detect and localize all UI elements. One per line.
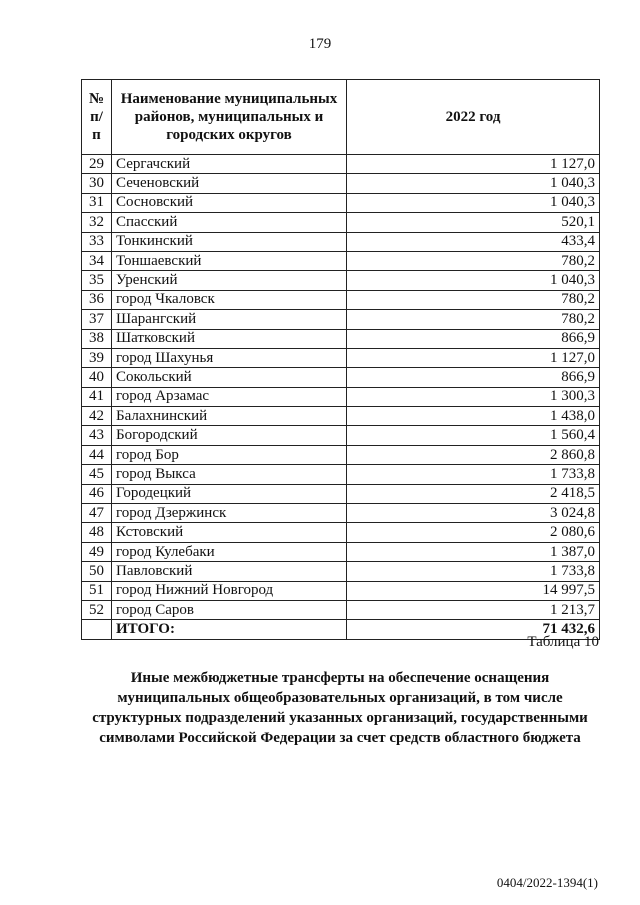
row-number: 51 xyxy=(82,581,112,600)
row-name: Кстовский xyxy=(112,523,347,542)
row-value: 1 733,8 xyxy=(347,465,600,484)
table-row xyxy=(82,426,600,445)
row-number: 30 xyxy=(82,174,112,193)
row-name: город Нижний Новгород xyxy=(112,581,347,600)
table-row xyxy=(82,290,600,309)
table-row xyxy=(82,348,600,367)
page-number: 179 xyxy=(308,36,332,52)
row-name: Спасский xyxy=(112,213,347,232)
row-number: 52 xyxy=(82,600,112,619)
row-value: 866,9 xyxy=(347,329,600,348)
row-number: 49 xyxy=(82,542,112,561)
row-number: 45 xyxy=(82,465,112,484)
row-name: Балахнинский xyxy=(112,407,347,426)
row-number: 37 xyxy=(82,310,112,329)
row-number: 35 xyxy=(82,271,112,290)
table-row xyxy=(82,445,600,464)
row-number: 41 xyxy=(82,387,112,406)
row-number: 32 xyxy=(82,213,112,232)
row-name: Сокольский xyxy=(112,368,347,387)
row-name: город Бор xyxy=(112,445,347,464)
table-row xyxy=(82,581,600,600)
table-row xyxy=(82,542,600,561)
row-value: 2 860,8 xyxy=(347,445,600,464)
row-name: Сосновский xyxy=(112,193,347,212)
row-number: 50 xyxy=(82,562,112,581)
header-year: 2022 год xyxy=(347,80,600,155)
row-value: 1 213,7 xyxy=(347,600,600,619)
row-value: 780,2 xyxy=(347,290,600,309)
row-name: Богородский xyxy=(112,426,347,445)
row-name: Павловский xyxy=(112,562,347,581)
table-row xyxy=(82,407,600,426)
row-value: 520,1 xyxy=(347,213,600,232)
row-value: 1 387,0 xyxy=(347,542,600,561)
table-row xyxy=(82,232,600,251)
row-name: Уренский xyxy=(112,271,347,290)
row-name: город Дзержинск xyxy=(112,504,347,523)
row-number: 29 xyxy=(82,155,112,174)
row-name: город Выкса xyxy=(112,465,347,484)
table-row xyxy=(82,213,600,232)
row-name: Шатковский xyxy=(112,329,347,348)
header-name: Наименование муниципальных районов, муниципальных и городских округов xyxy=(112,80,347,155)
section-title: Иные межбюджетные трансферты на обеспечение оснащения муниципальных общеобразовательных организаций, в том числе структурных подразделений указанных организаций, государственными символами Российской Федерации за счет средств областного бюджета xyxy=(92,670,588,746)
row-value: 2 080,6 xyxy=(347,523,600,542)
row-value: 433,4 xyxy=(347,232,600,251)
row-value: 1 300,3 xyxy=(347,387,600,406)
row-value: 1 733,8 xyxy=(347,562,600,581)
document-code: 0404/2022-1394(1) xyxy=(496,875,598,890)
row-value: 1 438,0 xyxy=(347,407,600,426)
row-number: 44 xyxy=(82,445,112,464)
row-value: 2 418,5 xyxy=(347,484,600,503)
table-row xyxy=(82,155,600,174)
total-value: 71 432,6 xyxy=(347,620,600,639)
table-row xyxy=(82,504,600,523)
table-row xyxy=(82,251,600,270)
row-number: 39 xyxy=(82,348,112,367)
row-number: 38 xyxy=(82,329,112,348)
row-value: 1 040,3 xyxy=(347,193,600,212)
row-name: город Кулебаки xyxy=(112,542,347,561)
row-number: 31 xyxy=(82,193,112,212)
row-name: Городецкий xyxy=(112,484,347,503)
row-value: 1 040,3 xyxy=(347,271,600,290)
table-row xyxy=(82,523,600,542)
total-num-cell xyxy=(82,620,112,639)
row-value: 1 040,3 xyxy=(347,174,600,193)
table-row xyxy=(82,329,600,348)
row-name: Сеченовский xyxy=(112,174,347,193)
row-name: город Саров xyxy=(112,600,347,619)
row-number: 42 xyxy=(82,407,112,426)
row-value: 14 997,5 xyxy=(347,581,600,600)
table-row xyxy=(82,368,600,387)
table-row xyxy=(82,600,600,619)
row-name: Сергачский xyxy=(112,155,347,174)
total-row xyxy=(82,620,600,639)
row-number: 46 xyxy=(82,484,112,503)
table-row xyxy=(82,174,600,193)
table-caption: Таблица 10 xyxy=(527,634,599,650)
row-number: 47 xyxy=(82,504,112,523)
table-row xyxy=(82,484,600,503)
row-value: 1 127,0 xyxy=(347,155,600,174)
row-value: 3 024,8 xyxy=(347,504,600,523)
table-row xyxy=(82,310,600,329)
table-row xyxy=(82,387,600,406)
row-value: 1 560,4 xyxy=(347,426,600,445)
row-value: 1 127,0 xyxy=(347,348,600,367)
table-row xyxy=(82,562,600,581)
total-label: ИТОГО: xyxy=(112,620,347,639)
transfers-table xyxy=(81,79,600,640)
row-name: город Чкаловск xyxy=(112,290,347,309)
table-row xyxy=(82,271,600,290)
header-num: № п/п xyxy=(82,80,112,155)
row-value: 780,2 xyxy=(347,310,600,329)
row-name: Тонкинский xyxy=(112,232,347,251)
row-name: Шарангский xyxy=(112,310,347,329)
row-number: 36 xyxy=(82,290,112,309)
row-name: Тоншаевский xyxy=(112,251,347,270)
row-number: 33 xyxy=(82,232,112,251)
row-name: город Арзамас xyxy=(112,387,347,406)
row-name: город Шахунья xyxy=(112,348,347,367)
row-number: 48 xyxy=(82,523,112,542)
row-number: 34 xyxy=(82,251,112,270)
row-number: 40 xyxy=(82,368,112,387)
table-row xyxy=(82,193,600,212)
table-body xyxy=(82,155,600,640)
table-header-row xyxy=(82,80,600,155)
row-value: 866,9 xyxy=(347,368,600,387)
row-value: 780,2 xyxy=(347,251,600,270)
table-row xyxy=(82,465,600,484)
row-number: 43 xyxy=(82,426,112,445)
